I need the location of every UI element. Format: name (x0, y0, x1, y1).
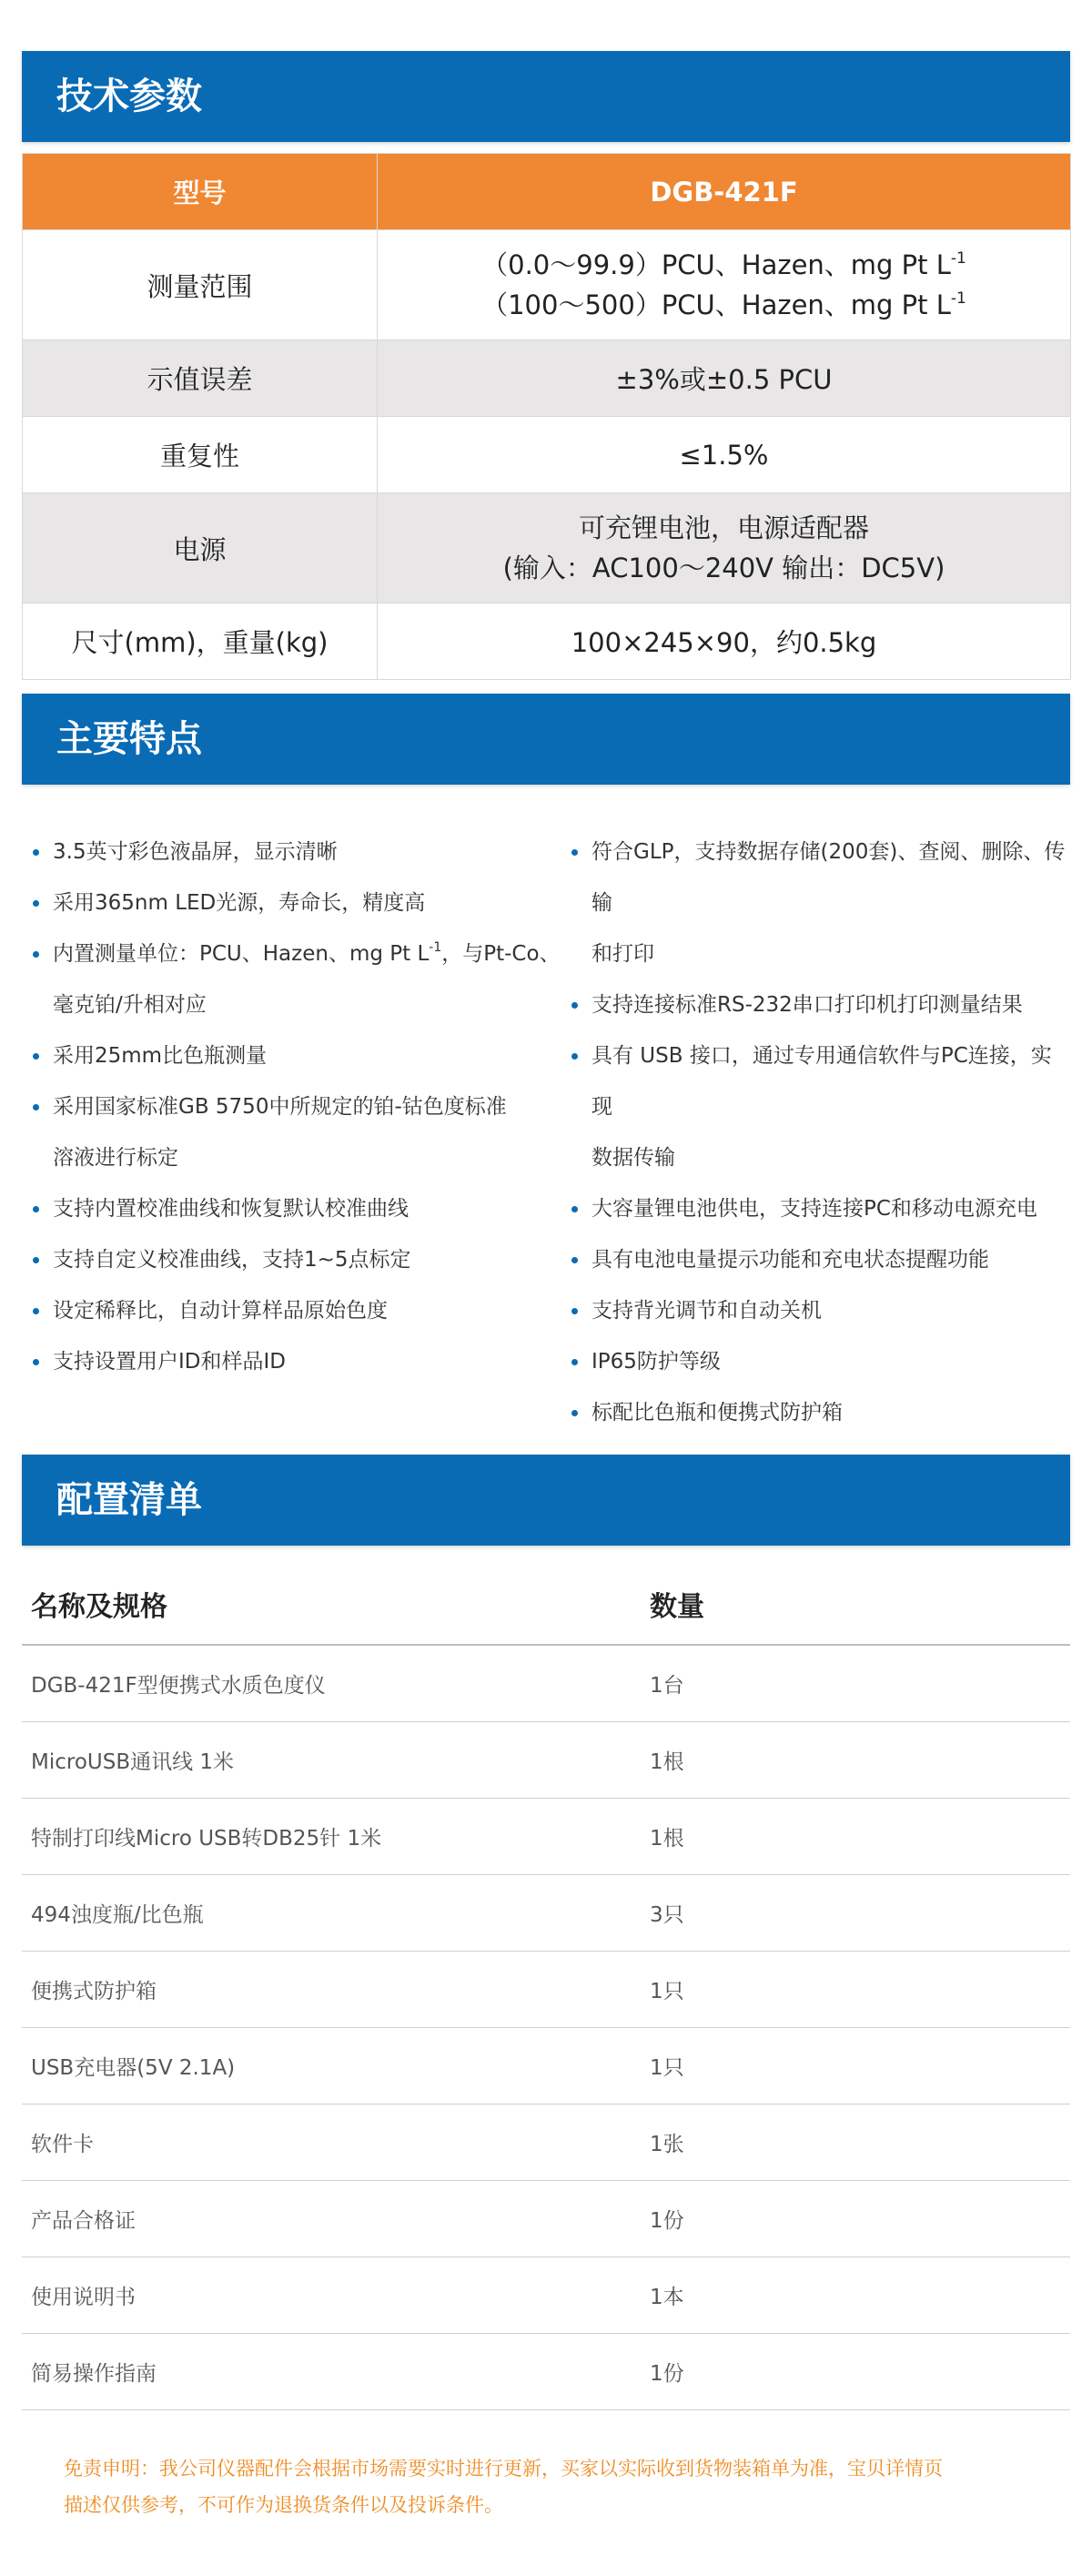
spec-row-power (23, 493, 1071, 603)
feature-item: 支持连接标准RS-232串口打印机打印测量结果 (570, 979, 1068, 1030)
spec-value-line: (输入：AC100～240V 输出：DC5V) (502, 553, 945, 583)
disclaimer-line: 描述仅供参考，不可作为退换货条件以及投诉条件。 (64, 2494, 503, 2516)
spec-row-error (23, 340, 1071, 417)
unit-superscript: -1 (429, 940, 442, 955)
config-col-qty: 数量 (650, 1591, 704, 1623)
spec-value: ±3%或±0.5 PCU (378, 340, 1071, 417)
spec-value-line: （0.0～99.9）PCU、Hazen、mg Pt L (481, 249, 951, 280)
feature-item: IP65防护等级 (570, 1336, 1068, 1387)
spec-value (378, 230, 1071, 340)
features-list (31, 827, 1068, 1438)
spec-value (378, 493, 1071, 603)
table-row (22, 2334, 1070, 2410)
spec-header-label: 型号 (23, 154, 378, 230)
spec-header-row (23, 154, 1071, 230)
table-row (22, 1875, 1070, 1952)
spec-label: 重复性 (23, 417, 378, 493)
table-row (22, 1722, 1070, 1799)
config-item-qty: 1台 (650, 1674, 684, 1698)
config-item-name: MicroUSB通讯线 1米 (31, 1750, 235, 1774)
config-item-qty: 1只 (650, 2056, 684, 2080)
feature-item: 采用国家标准GB 5750中所规定的铂-钴色度标准 (31, 1081, 570, 1132)
feature-item: 采用25mm比色瓶测量 (31, 1030, 570, 1081)
config-header-row (22, 1564, 1070, 1646)
feature-item: 3.5英寸彩色液晶屏，显示清晰 (31, 827, 570, 877)
spec-value-line: （100～500）PCU、Hazen、mg Pt L (481, 289, 951, 320)
disclaimer-text (64, 2450, 1046, 2523)
config-item-name: 494浊度瓶/比色瓶 (31, 1903, 204, 1927)
feature-item: 设定稀释比，自动计算样品原始色度 (31, 1285, 570, 1336)
config-item-qty: 1本 (650, 2286, 684, 2309)
feature-item-continuation: 数据传输 (592, 1146, 675, 1170)
table-row (22, 1646, 1070, 1722)
config-item-name: 简易操作指南 (31, 2362, 157, 2386)
feature-item (31, 928, 570, 979)
spec-row-range (23, 230, 1071, 340)
config-item-qty: 1份 (650, 2209, 684, 2233)
config-item-name: 便携式防护箱 (31, 1980, 157, 2003)
spec-label: 尺寸(mm)，重量(kg) (23, 603, 378, 680)
feature-item: 标配比色瓶和便携式防护箱 (570, 1387, 1068, 1438)
table-row (22, 2104, 1070, 2181)
spec-table (22, 153, 1071, 680)
spec-label: 测量范围 (23, 230, 378, 340)
unit-superscript: -1 (950, 289, 966, 308)
feature-item: 具有 USB 接口，通过专用通信软件与PC连接，实现 (570, 1030, 1068, 1132)
feature-item-continuation: 溶液进行标定 (53, 1146, 178, 1170)
feature-item: 符合GLP，支持数据存储(200套)、查阅、删除、传输 (570, 827, 1068, 928)
config-item-name: 特制打印线Micro USB转DB25针 1米 (31, 1827, 382, 1851)
features-right-column (570, 827, 1068, 1438)
feature-item-continuation: 和打印 (592, 942, 654, 966)
table-row (22, 2181, 1070, 2257)
config-col-name: 名称及规格 (31, 1591, 167, 1623)
spec-row-repeatability (23, 417, 1071, 493)
config-section-title: 配置清单 (22, 1455, 1070, 1546)
feature-item: 支持内置校准曲线和恢复默认校准曲线 (31, 1183, 570, 1234)
spec-label: 示值误差 (23, 340, 378, 417)
table-row (22, 2028, 1070, 2104)
feature-text: 内置测量单位：PCU、Hazen、mg Pt L (53, 942, 430, 966)
spec-section-title: 技术参数 (22, 51, 1070, 142)
config-item-name: 产品合格证 (31, 2209, 136, 2233)
config-item-qty: 1根 (650, 1827, 684, 1851)
spec-value-line: 可充锂电池，电源适配器 (578, 512, 869, 543)
config-item-qty: 1份 (650, 2362, 684, 2386)
unit-superscript: -1 (950, 249, 966, 268)
config-item-qty: 1张 (650, 2133, 684, 2156)
config-item-qty: 1只 (650, 1980, 684, 2003)
table-row (22, 1799, 1070, 1875)
config-item-name: USB充电器(5V 2.1A) (31, 2056, 236, 2080)
config-item-name: 使用说明书 (31, 2286, 136, 2309)
config-item-name: DGB-421F型便携式水质色度仪 (31, 1674, 326, 1698)
spec-label: 电源 (23, 493, 378, 603)
feature-item: 支持设置用户ID和样品ID (31, 1336, 570, 1387)
features-section-title: 主要特点 (22, 694, 1070, 785)
feature-text-suffix: ，与Pt-Co、 (441, 942, 561, 966)
config-item-qty: 1根 (650, 1750, 684, 1774)
feature-item: 采用365nm LED光源，寿命长，精度高 (31, 877, 570, 928)
feature-item: 支持自定义校准曲线，支持1~5点标定 (31, 1234, 570, 1285)
disclaimer-line: 免责申明：我公司仪器配件会根据市场需要实时进行更新，买家以实际收到货物装箱单为准，宝贝详情页 (64, 2458, 943, 2480)
spec-value: ≤1.5% (378, 417, 1071, 493)
spec-value: 100×245×90，约0.5kg (378, 603, 1071, 680)
spec-header-value: DGB-421F (378, 154, 1071, 230)
spec-row-size (23, 603, 1071, 680)
feature-item: 大容量锂电池供电，支持连接PC和移动电源充电 (570, 1183, 1068, 1234)
features-left-column (31, 827, 570, 1438)
config-item-name: 软件卡 (31, 2133, 94, 2156)
feature-item-continuation: 毫克铂/升相对应 (53, 993, 207, 1017)
config-table (22, 1564, 1070, 2410)
table-row (22, 2257, 1070, 2334)
config-item-qty: 3只 (650, 1903, 684, 1927)
table-row (22, 1952, 1070, 2028)
feature-item: 具有电池电量提示功能和充电状态提醒功能 (570, 1234, 1068, 1285)
feature-item: 支持背光调节和自动关机 (570, 1285, 1068, 1336)
